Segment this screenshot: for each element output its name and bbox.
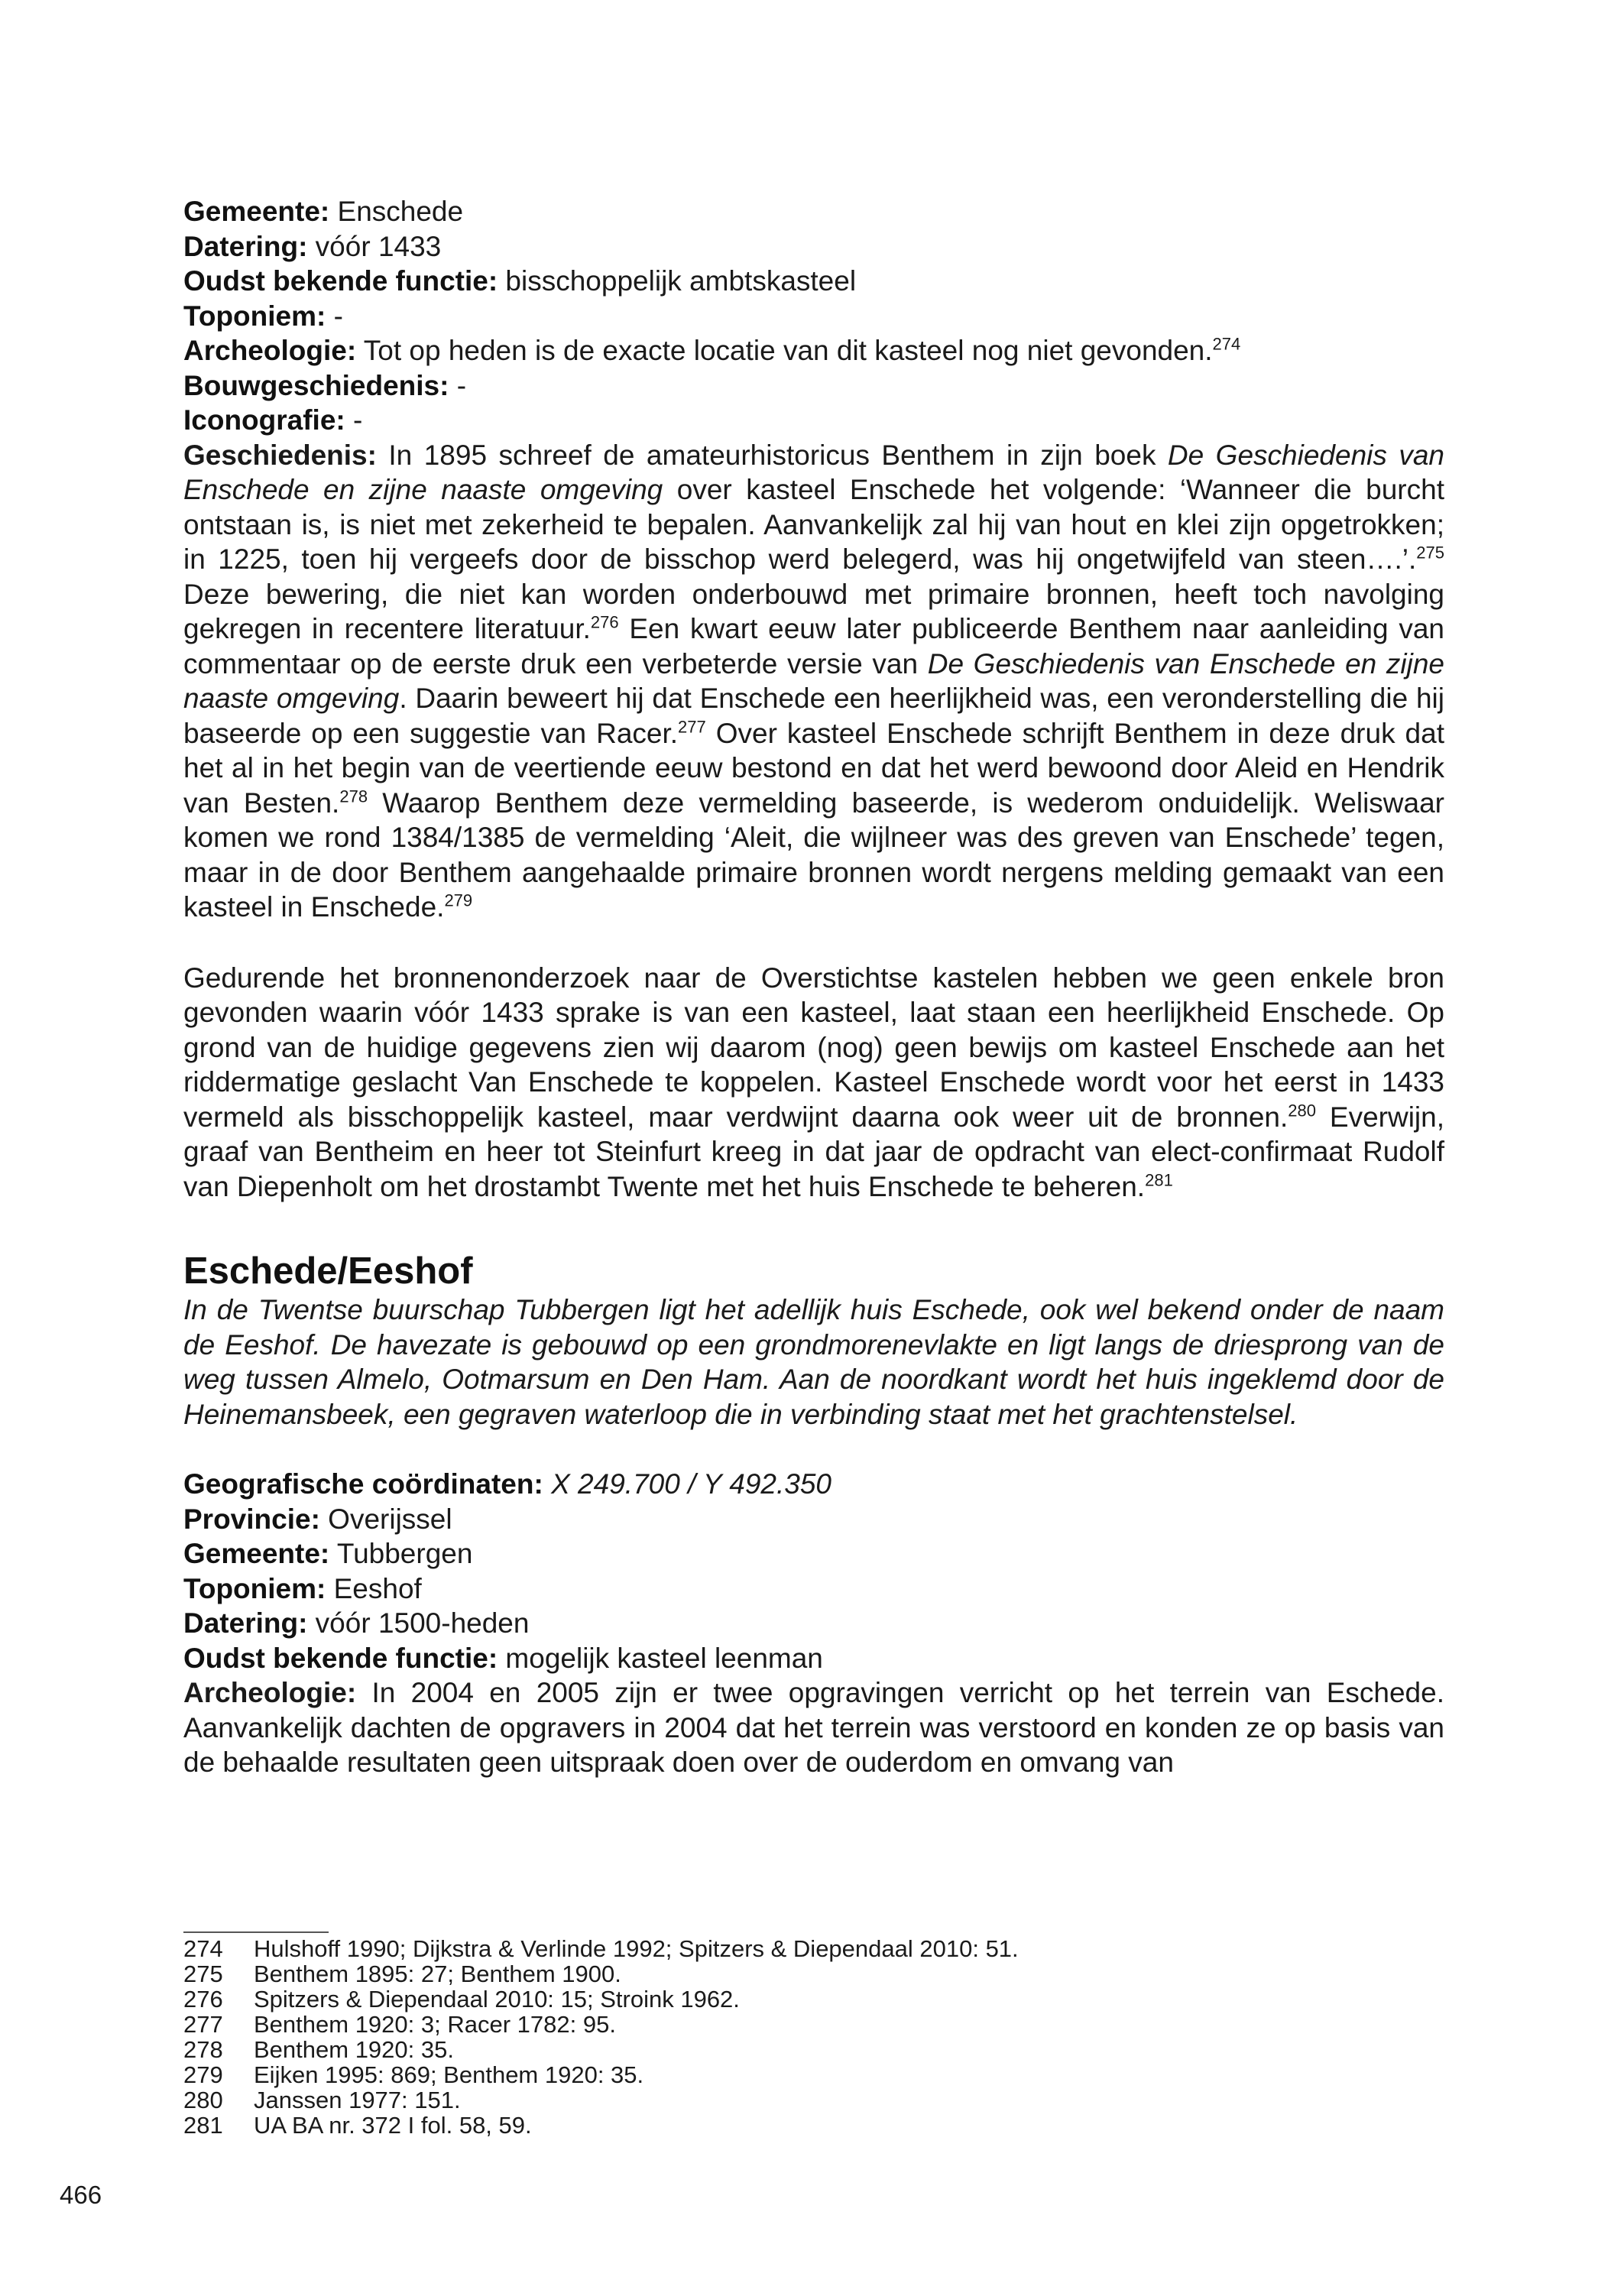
meta-line: Provincie: Overijssel xyxy=(183,1503,452,1535)
meta-line: Oudst bekende functie: mogelijk kasteel leenman xyxy=(183,1642,823,1674)
footnote: 278 Benthem 1920: 35. xyxy=(183,2036,454,2063)
footnote-ref[interactable]: 281 xyxy=(1145,1170,1173,1190)
geschiedenis-paragraph: Geschiedenis: In 1895 schreef de amateurhistoricus Benthem in zijn boek De Geschiedenis van Enschede en zijne naaste omgeving over kasteel Enschede het volgende: ‘Wanneer die burcht ontstaan is, is niet met zekerheid te bepalen. Aanvankelijk zal hij van hout en klei zijn opgetrokken; in 1225, toen hij vergeefs door de bisschop werd belegerd, was hij ongetwijfeld van steen….’.$^{275}$ Deze bewering, die niet kan worden onderbouwd met primaire bronnen, heeft toch navolging gekregen in recentere literatuur.$^{276}$ Een kwart eeuw later publiceerde Benthem naar aanleiding van commentaar op de eerste druk een verbeterde versie van De Geschiedenis van Enschede en zijne naaste omgeving. Daarin beweert hij dat Enschede een heerlijkheid was, een veronderstelling die hij baseerde op een suggestie van Racer.$^{277}$ Over kasteel Enschede schrijft Benthem in deze druk dat het al in het begin van de veertiende eeuw bestond en dat het werd bewoond door Aleid en Hendrik van Besten.$^{278}$ Waarop Benthem deze vermelding baseerde, is wederom onduidelijk. Weliswaar komen we rond 1384/1385 de vermelding ‘Aleit, die wijlneer was des greven van Enschede’ tegen, maar in de door Benthem aangehaalde primaire bronnen wordt nergens melding gemaakt van een kasteel in Enschede.$^{279}$ xyxy=(183,439,1444,923)
archeologie-paragraph: Archeologie: In 2004 en 2005 zijn er twee opgravingen verricht op het terrein van Eschede. Aanvankelijk dachten de opgravers in 2004 dat het terrein was verstoord en konden ze op basis van de behaalde resultaten geen uitspraak doen over de ouderdom en omvang van xyxy=(183,1677,1444,1778)
meta-line: Datering: vóór 1500-heden xyxy=(183,1607,530,1639)
section-intro: In de Twentse buurschap Tubbergen ligt het adellijk huis Eschede, ook wel bekend onder de naam de Eeshof. De havezate is gebouwd op een grondmorenevlakte en ligt langs de driesprong van de weg tussen Almelo, Ootmarsum en Den Ham. Aan de noordkant wordt het huis ingeklemd door de Heinemansbeek, een gegraven waterloop die in verbinding staat met het grachtenstelsel. xyxy=(183,1294,1444,1430)
meta-line: Oudst bekende functie: bisschoppelijk ambtskasteel xyxy=(183,265,857,297)
meta-line: Datering: vóór 1433 xyxy=(183,230,442,262)
page-content xyxy=(183,194,1444,1780)
meta-line-coords: Geografische coördinaten: X 249.700 / Y 492.350 xyxy=(183,1468,832,1500)
footnote-ref[interactable]: 276 xyxy=(590,612,619,632)
footnote-ref[interactable]: 277 xyxy=(678,717,706,737)
section-heading: Eschede/Eeshof xyxy=(183,1250,473,1292)
footnote: 277 Benthem 1920: 3; Racer 1782: 95. xyxy=(183,2011,616,2038)
spacer xyxy=(183,1204,1444,1250)
footnote-ref[interactable]: 278 xyxy=(339,786,368,806)
footnote-ref[interactable]: 274 xyxy=(1212,334,1241,354)
footnote-ref[interactable]: 275 xyxy=(1416,543,1444,563)
meta-line: Toponiem: - xyxy=(183,300,343,332)
footnote-divider xyxy=(183,1931,329,1933)
footnote-ref[interactable]: 280 xyxy=(1288,1101,1316,1121)
footnote: 280 Janssen 1977: 151. xyxy=(183,2087,461,2113)
meta-line: Bouwgeschiedenis: - xyxy=(183,369,467,401)
spacer xyxy=(183,925,1444,961)
meta-line: Iconografie: - xyxy=(183,404,363,436)
page-number: 466 xyxy=(60,2181,102,2209)
body-paragraph: Gedurende het bronnenonderzoek naar de Overstichtse kastelen hebben we geen enkele bron gevonden waarin vóór 1433 sprake is van een kasteel, laat staan een heerlijkheid Enschede. Op grond van de huidige gegevens zien wij daarom (nog) geen bewijs om kasteel Enschede aan het riddermatige geslacht Van Enschede te koppelen. Kasteel Enschede wordt voor het eerst in 1433 vermeld als bisschoppelijk kasteel, maar verdwijnt daarna ook weer uit de bronnen.$^{280}$ Everwijn, graaf van Bentheim en heer tot Steinfurt kreeg in dat jaar de opdracht van elect-confirmaat Rudolf van Diepenholt om het drostambt Twente met het huis Enschede te beheren.$^{281}$ xyxy=(183,962,1444,1202)
entry2-meta xyxy=(183,1467,1444,1675)
footnote: 281 UA BA nr. 372 I fol. 58, 59. xyxy=(183,2112,532,2139)
meta-line: Gemeente: Tubbergen xyxy=(183,1538,473,1569)
footnote: 279 Eijken 1995: 869; Benthem 1920: 35. xyxy=(183,2061,644,2088)
footnotes xyxy=(183,1936,1019,2138)
spacer xyxy=(183,1432,1444,1467)
footnote-ref[interactable]: 279 xyxy=(444,890,473,910)
footnote: 274 Hulshoff 1990; Dijkstra & Verlinde 1992; Spitzers & Diependaal 2010: 51. xyxy=(183,1935,1019,1962)
footnote: 276 Spitzers & Diependaal 2010: 15; Stroink 1962. xyxy=(183,1986,740,2012)
meta-line: Toponiem: Eeshof xyxy=(183,1572,422,1604)
entry1-meta xyxy=(183,194,1444,438)
meta-line: Gemeente: Enschede xyxy=(183,196,464,227)
footnote: 275 Benthem 1895: 27; Benthem 1900. xyxy=(183,1961,621,1987)
meta-line-archeologie: Archeologie: Tot op heden is de exacte locatie van dit kasteel nog niet gevonden.$^{274}$ xyxy=(183,334,1241,366)
